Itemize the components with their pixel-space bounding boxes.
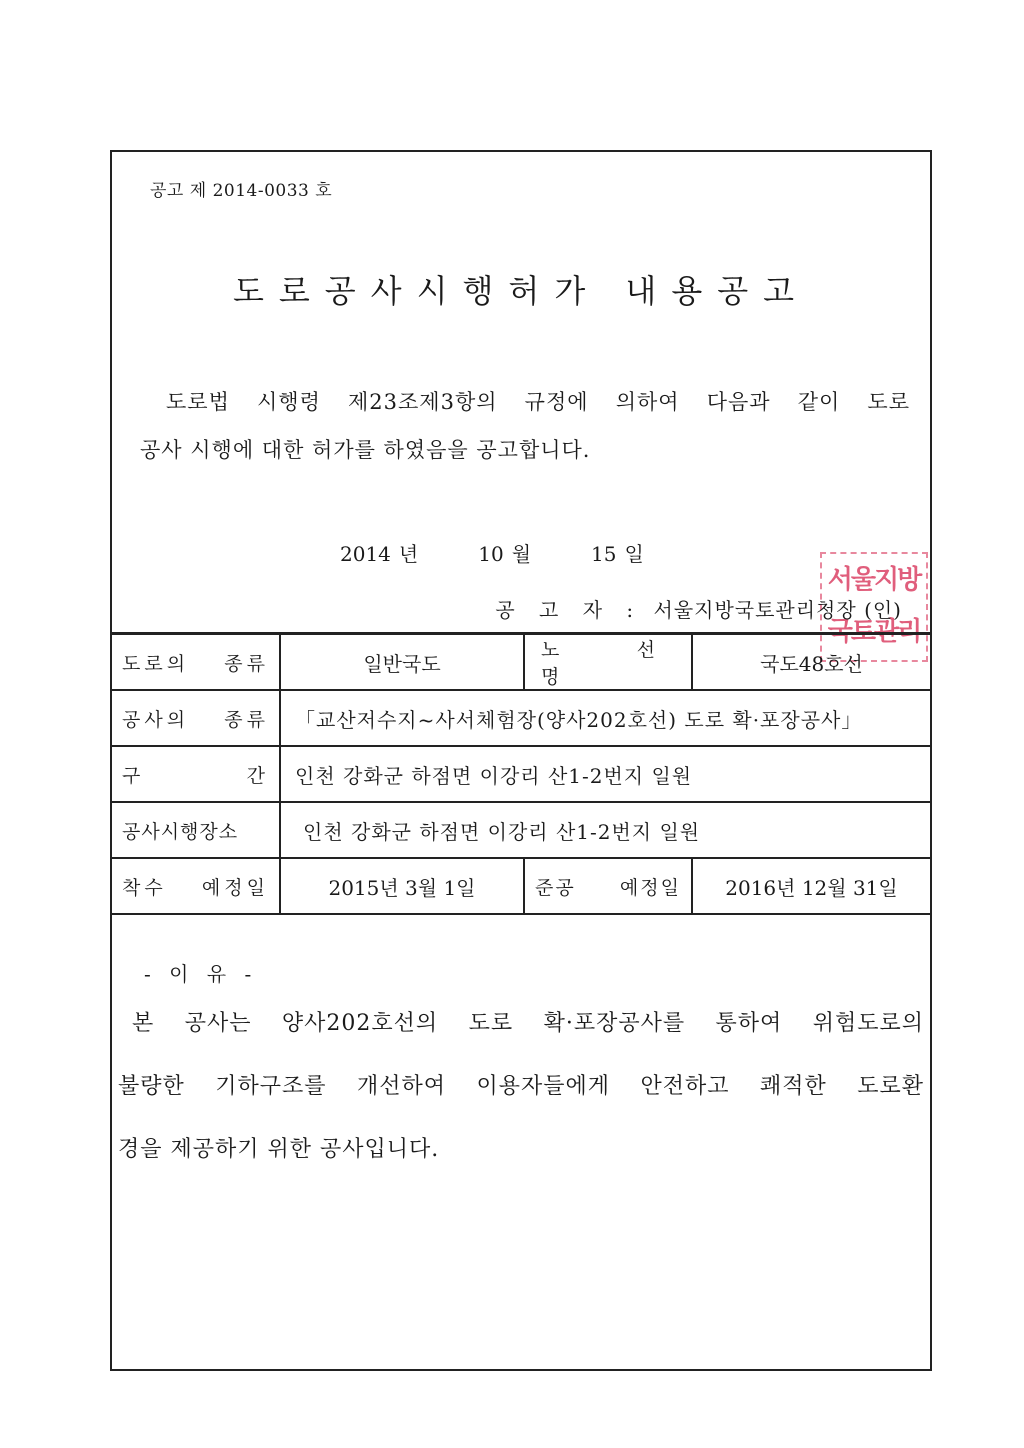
date-year: 2014 bbox=[340, 542, 391, 566]
table-row bbox=[112, 634, 930, 691]
reason-heading: - 이 유 - bbox=[144, 962, 258, 986]
road-type-value: 일반국도 bbox=[280, 634, 524, 691]
table-row bbox=[112, 858, 930, 914]
document-title: 도로공사시행허가 내용공고 bbox=[232, 272, 810, 310]
reason-line-1: 본 공사는 양사202호선의 도로 확·포장공사를 통하여 위험도로의 bbox=[132, 1011, 924, 1036]
site-location-header: 공사시행장소 bbox=[112, 802, 280, 858]
lead-line-2: 공사 시행에 대한 허가를 하였음을 공고합니다. bbox=[140, 438, 591, 462]
construction-type-header: 공사의 종류 bbox=[112, 690, 280, 746]
issuer-seal-mark: (인) bbox=[864, 598, 902, 622]
site-location-value: 인천 강화군 하점면 이강리 산1-2번지 일원 bbox=[280, 802, 930, 858]
seal-bottom-glyphs: 국토관리 bbox=[827, 617, 921, 647]
road-type-header: 도로의 종류 bbox=[112, 634, 280, 691]
date-day-unit: 일 bbox=[624, 542, 644, 566]
notice-date bbox=[340, 538, 652, 567]
completion-date-value: 2016년 12월 31일 bbox=[692, 858, 930, 914]
lead-paragraph bbox=[140, 378, 910, 474]
section-value: 인천 강화군 하점면 이강리 산1-2번지 일원 bbox=[280, 746, 930, 802]
start-date-value: 2015년 3월 1일 bbox=[280, 858, 524, 914]
date-year-unit: 년 bbox=[398, 542, 419, 566]
notice-number: 공고 제 2014-0033 호 bbox=[150, 181, 333, 201]
lead-line-1: 도로법 시행령 제23조제3항의 규정에 의하여 다음과 같이 도로 bbox=[166, 390, 910, 414]
route-name-header: 노 선 명 bbox=[524, 634, 692, 691]
date-day: 15 bbox=[591, 542, 617, 566]
notice-frame bbox=[110, 150, 932, 1371]
construction-type-value: 「교산저수지~사서체험장(양사202호선) 도로 확·포장공사」 bbox=[280, 690, 930, 746]
seal-top-glyphs: 서울지방 bbox=[827, 565, 921, 595]
issuer-label: 공 고 자 : bbox=[495, 598, 643, 622]
start-date-header: 착수 예정일 bbox=[112, 858, 280, 914]
permit-info-table bbox=[112, 632, 930, 915]
table-row bbox=[112, 746, 930, 802]
date-month-unit: 월 bbox=[511, 542, 532, 566]
completion-date-header: 준공 예정일 bbox=[524, 858, 692, 914]
reason-paragraph bbox=[118, 992, 924, 1181]
date-month: 10 bbox=[478, 542, 504, 566]
issuer-name: 서울지방국토관리청장 bbox=[653, 598, 857, 622]
reason-line-3: 경을 제공하기 위한 공사입니다. bbox=[118, 1137, 440, 1162]
reason-line-2: 불량한 기하구조를 개선하여 이용자들에게 안전하고 쾌적한 도로환 bbox=[118, 1074, 924, 1099]
section-header: 구 간 bbox=[112, 746, 280, 802]
issuer-line bbox=[495, 594, 902, 623]
table-row bbox=[112, 690, 930, 746]
route-name-value: 국도48호선 bbox=[692, 634, 930, 691]
table-row bbox=[112, 802, 930, 858]
